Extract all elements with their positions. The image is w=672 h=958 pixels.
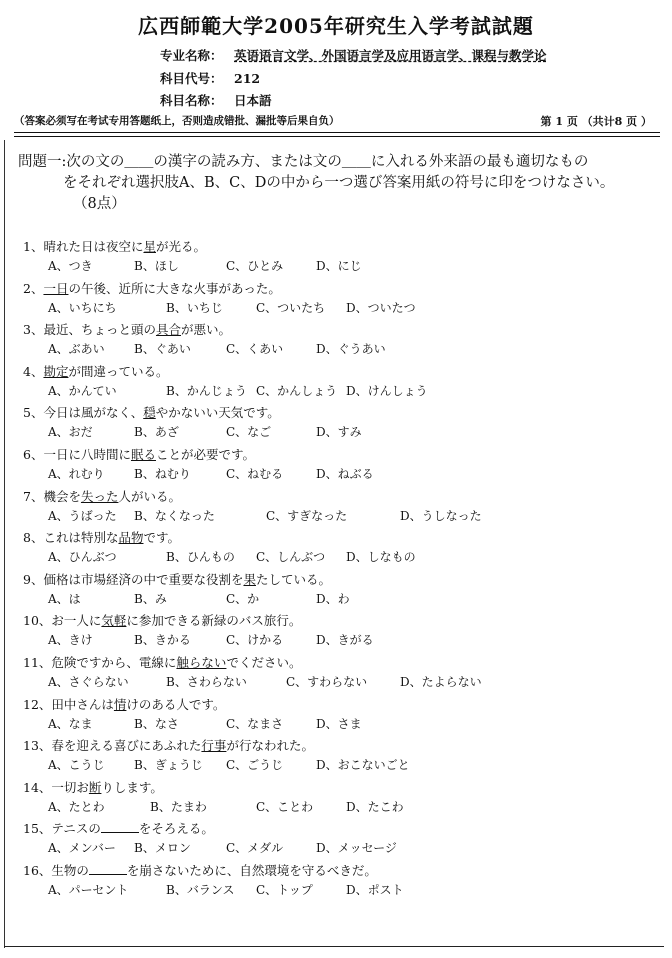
question-text-pre: 12、田中さんは xyxy=(23,696,114,712)
question-11 xyxy=(23,653,301,671)
question-16-option-c: C、トップ xyxy=(256,883,313,897)
question-2 xyxy=(23,279,281,297)
question-text-pre: 10、お一人に xyxy=(23,613,102,629)
question-14-option-a: A、たとわ xyxy=(48,799,105,814)
question-9-option-a: A、は xyxy=(48,591,81,606)
question-15-option-c: C、メダル xyxy=(226,841,284,856)
question-11-option-d: D、たよらない xyxy=(400,675,482,689)
question-3-option-b: B、ぐあい xyxy=(134,342,191,357)
instruction-points: （8点） xyxy=(73,196,126,212)
question-text-post: をそろえる。 xyxy=(138,821,214,837)
question-9-option-c: C、か xyxy=(226,591,260,606)
question-text-pre: 14、一切お xyxy=(23,779,89,795)
question-8 xyxy=(23,528,180,546)
question-target-word: 一日 xyxy=(43,280,69,296)
question-11-option-c: C、すわらない xyxy=(286,675,368,689)
question-13 xyxy=(23,736,314,754)
question-15-option-d: D、メッセージ xyxy=(316,841,397,856)
question-7-option-c: C、すぎなった xyxy=(266,508,348,523)
question-text-post: が間違っている。 xyxy=(68,363,169,379)
question-text-post: けのある人です。 xyxy=(126,696,226,712)
question-target-word: 果 xyxy=(243,571,256,587)
question-target-word: 穏 xyxy=(143,405,156,421)
question-1-option-d: D、にじ xyxy=(316,259,362,273)
instructions xyxy=(18,152,658,215)
question-text-pre: 7、機会を xyxy=(23,488,81,504)
question-6-option-a: A、れむり xyxy=(48,467,105,481)
question-text-pre: 8、これは特別な xyxy=(23,530,119,546)
question-16-option-b: B、バランス xyxy=(166,883,235,897)
question-9-option-d: D、わ xyxy=(316,591,350,606)
major-label: 专业名称： xyxy=(160,48,223,63)
question-14-option-b: B、たまわ xyxy=(150,799,207,814)
question-16-option-d: D、ポスト xyxy=(346,883,404,897)
question-1-option-a: A、つき xyxy=(48,259,93,273)
question-15 xyxy=(23,819,214,837)
code-label: 科目代号： xyxy=(160,71,223,86)
question-4-option-c: C、かんしょう xyxy=(256,383,338,398)
question-text-post: が光る。 xyxy=(155,239,206,254)
question-12-option-c: C、なまさ xyxy=(226,716,284,731)
question-target-word: 品物 xyxy=(118,530,144,546)
question-7-option-d: D、うしなった xyxy=(400,508,482,523)
question-target-word: 勘定 xyxy=(43,363,69,379)
question-5-option-b: B、あざ xyxy=(134,425,179,440)
question-10-option-a: A、きけ xyxy=(48,633,93,648)
question-7-option-a: A、うばった xyxy=(48,508,117,523)
question-7 xyxy=(23,487,181,505)
question-text-pre: 3、最近、ちょっと頭の xyxy=(23,322,156,338)
question-target-word: 失った xyxy=(80,488,119,504)
question-text-pre: 11、危険ですから、電線に xyxy=(23,655,177,670)
question-16 xyxy=(23,861,377,879)
code-value: 212 xyxy=(234,71,261,86)
question-1-option-b: B、ほし xyxy=(134,259,179,273)
question-1-option-c: C、ひとみ xyxy=(226,259,284,273)
question-3-option-a: A、ぶあい xyxy=(48,342,105,357)
question-7-option-b: B、なくなった xyxy=(134,508,215,523)
question-text-post: でください。 xyxy=(226,655,302,670)
question-6-option-d: D、ねぶる xyxy=(316,467,374,481)
question-text-post: りします。 xyxy=(101,779,163,795)
question-15-option-a: A、メンバー xyxy=(48,841,116,856)
left-border xyxy=(4,140,5,948)
question-text-post: ことが必要です。 xyxy=(155,447,255,462)
question-11-option-b: B、さわらない xyxy=(166,675,247,689)
question-4 xyxy=(23,362,168,380)
question-target-word: 断 xyxy=(88,779,102,795)
question-8-option-a: A、ひんぶつ xyxy=(48,550,117,565)
major-value: 英语语言文学、外国语言学及应用语言学、课程与教学论 xyxy=(234,48,547,63)
question-target-word: 行事 xyxy=(201,738,227,754)
question-text-post: やかないい天気です。 xyxy=(155,405,280,421)
question-12-option-a: A、なま xyxy=(48,716,93,731)
answer-blank xyxy=(89,862,127,875)
question-1 xyxy=(23,237,206,255)
major-row xyxy=(160,46,547,64)
question-3-option-c: C、くあい xyxy=(226,342,284,357)
question-8-option-c: C、しんぶつ xyxy=(256,550,326,565)
question-10-option-d: D、きがる xyxy=(316,633,374,648)
question-10-option-c: C、けかる xyxy=(226,633,284,648)
question-5 xyxy=(23,403,280,421)
question-14-option-c: C、ことわ xyxy=(256,799,314,814)
question-text-post: 人がいる。 xyxy=(118,488,181,504)
question-6-option-b: B、ねむり xyxy=(134,467,191,481)
question-5-option-a: A、おだ xyxy=(48,425,93,440)
question-text-pre: 5、今日は風がなく、 xyxy=(23,405,144,421)
question-16-option-a: A、パーセント xyxy=(48,883,129,897)
answer-note: （答案必须写在考试专用答题纸上，否则造成错批、漏批等后果自负） xyxy=(14,115,340,127)
question-2-option-a: A、いちにち xyxy=(48,300,117,315)
question-12-option-b: B、なさ xyxy=(134,716,179,731)
question-8-option-d: D、しなもの xyxy=(346,550,416,565)
subject-label: 科目名称： xyxy=(160,93,223,108)
question-13-option-b: B、ぎょうじ xyxy=(134,758,203,773)
question-text-post: の午後、近所に大きな火事があった。 xyxy=(68,280,281,296)
question-6-option-c: C、ねむる xyxy=(226,467,284,481)
question-text-pre: 15、テニスの xyxy=(23,821,101,837)
question-2-option-d: D、ついたつ xyxy=(346,300,416,315)
question-8-option-b: B、ひんもの xyxy=(166,550,235,565)
question-15-option-b: B、メロン xyxy=(134,841,191,856)
instruction-line-2: をそれぞれ選択肢A、B、C、Dの中から一つ選び答案用紙の符号に印をつけなさい。 xyxy=(63,175,615,191)
exam-title: 広西師範大学2005年研究生入学考試試題 xyxy=(138,14,534,38)
question-target-word: 触らない xyxy=(176,655,227,670)
page-indicator: 第 1 页 （共计8 页 ） xyxy=(540,115,652,128)
subject-value: 日本語 xyxy=(234,93,272,108)
instruction-line-1: 問題一:次の文の＿＿の漢字の読み方、または文の＿＿に入れる外来語の最も適切なもの xyxy=(18,154,589,170)
question-text-post: に参加できる新緑のバス旅行。 xyxy=(126,613,302,629)
question-2-option-b: B、いちじ xyxy=(166,300,223,315)
question-12 xyxy=(23,695,225,713)
question-2-option-c: C、ついたち xyxy=(256,300,326,315)
question-target-word: 情 xyxy=(113,696,127,712)
question-text-pre: 16、生物の xyxy=(23,863,89,878)
answer-blank xyxy=(101,820,139,833)
question-4-option-d: D、けんしょう xyxy=(346,383,428,398)
question-target-word: 具合 xyxy=(155,322,181,338)
question-text-post: を崩さないために、自然環境を守るべきだ。 xyxy=(126,863,377,878)
bottom-border xyxy=(4,946,664,947)
question-text-pre: 9、価格は市場経済の中で重要な役割を xyxy=(23,571,244,587)
question-text-post: です。 xyxy=(143,530,180,546)
code-row xyxy=(160,69,260,87)
question-5-option-d: D、すみ xyxy=(316,425,362,440)
question-4-option-a: A、かんてい xyxy=(48,383,117,398)
subject-row xyxy=(160,91,272,109)
question-10-option-b: B、きかる xyxy=(134,633,191,648)
question-text-post: が悪い。 xyxy=(180,322,231,338)
question-3 xyxy=(23,320,231,338)
question-text-pre: 13、春を迎える喜びにあふれた xyxy=(23,738,202,754)
question-text-post: たしている。 xyxy=(255,571,331,587)
question-9 xyxy=(23,570,331,588)
question-target-word: 星 xyxy=(143,239,156,254)
question-text-pre: 4、 xyxy=(23,363,44,379)
question-target-word: 眠る xyxy=(130,447,156,462)
question-12-option-d: D、さま xyxy=(316,716,362,731)
header-divider-thin xyxy=(14,136,660,137)
question-11-option-a: A、さぐらない xyxy=(48,675,129,689)
question-14 xyxy=(23,778,163,796)
question-text-post: が行なわれた。 xyxy=(226,738,314,754)
question-5-option-c: C、なご xyxy=(226,425,272,440)
question-13-option-d: D、おこないごと xyxy=(316,758,410,773)
question-14-option-d: D、たこわ xyxy=(346,799,404,814)
question-text-pre: 6、一日に八時間に xyxy=(23,447,131,462)
question-3-option-d: D、ぐうあい xyxy=(316,342,386,357)
question-13-option-a: A、こうじ xyxy=(48,758,105,773)
question-text-pre: 1、晴れた日は夜空に xyxy=(23,239,144,254)
question-13-option-c: C、ごうじ xyxy=(226,758,284,773)
question-9-option-b: B、み xyxy=(134,591,167,606)
question-text-pre: 2、 xyxy=(23,280,44,296)
header-divider xyxy=(14,132,660,133)
question-4-option-b: B、かんじょう xyxy=(166,383,247,398)
question-target-word: 気軽 xyxy=(101,613,127,629)
question-10 xyxy=(23,611,301,629)
question-6 xyxy=(23,445,255,463)
